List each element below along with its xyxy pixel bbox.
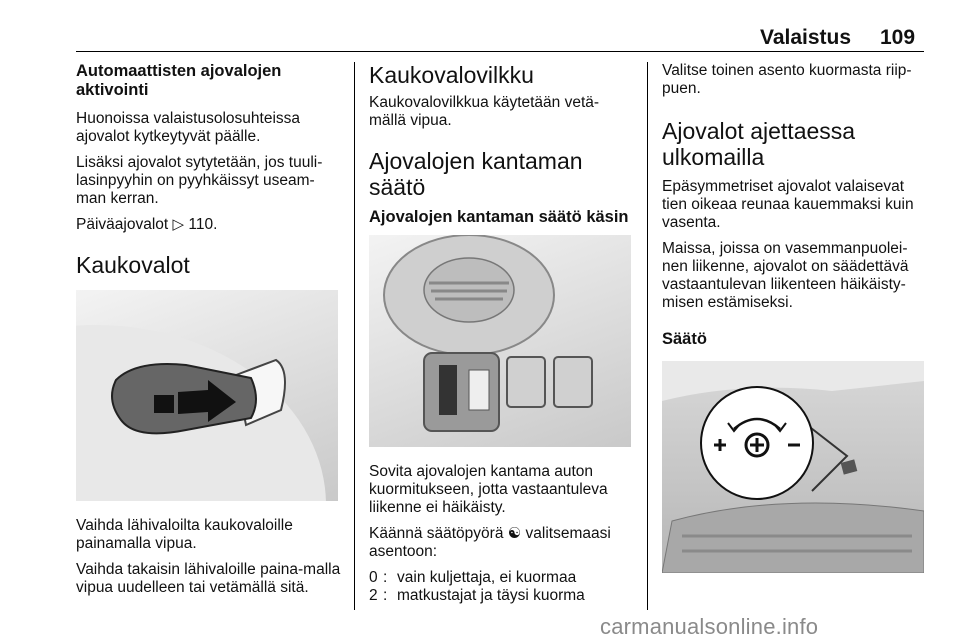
list-text: vain kuljettaja, ei kuormaa [397,569,577,586]
list-text: matkustajat ja täysi kuorma [397,587,585,604]
range-instruction-a: Käännä säätöpyörä [369,525,504,542]
paragraph-high-beam-2: Vaihda takaisin lähivaloille paina-malla vipua uudelleen tai vetämällä sitä. [76,561,341,596]
list-item: 0 : vain kuljettaja, ei kuormaa [369,569,577,586]
lever-svg [76,290,338,501]
heading-manual-range: Ajovalojen kantaman säätö käsin [369,208,629,226]
daylight-ref-page: 110. [188,216,218,233]
paragraph-range-2 [369,525,633,561]
heading-abroad: Ajovalot ajettaessa ulkomailla [662,118,856,170]
header-rule [76,51,924,52]
paragraph-auto-2: Lisäksi ajovalot sytytetään, jos tuuli-lasinpyyhin on pyyhkäissyt useam-man kerran. [76,154,323,207]
headlamp-adjust-illustration [662,361,924,573]
list-key: 2 [369,587,378,604]
engine-bay-svg [662,361,924,573]
column-divider-1 [354,62,355,610]
paragraph-daylight-ref [76,216,342,234]
paragraph-range-1: Sovita ajovalojen kantama auton kuormitukseen, jotta vastaantuleva liikenne ei häikäisty. [369,463,608,516]
heading-range: Ajovalojen kantaman säätö [369,148,583,200]
paragraph-abroad-2: Maissa, joissa on vasemmanpuolei-nen liikenne, ajovalot on säädettävä vastaantulevan liikenteen häikäisty-misen estämiseksi. [662,240,909,311]
paragraph-flash: Kaukovalovilkkua käytetään vetä-mällä vipua. [369,94,600,129]
list-item: 2 : matkustajat ja täysi kuorma [369,587,585,604]
range-control-illustration [369,235,631,447]
range-instruction-b: valitsemaasi asentoon: [369,525,611,560]
arrow-tail [154,395,174,413]
heading-adjustment: Säätö [662,330,707,348]
paragraph-high-beam-1: Vaihda lähivaloilta kaukovaloille painamalla vipua. [76,517,293,552]
paragraph-auto-1: Huonoissa valaistusolosuhteissa ajovalot kytkeytyvät päälle. [76,110,301,145]
heading-auto-headlights: Automaattisten ajovalojen aktivointi [76,62,282,99]
triangle-ref-icon: ▷ [172,216,185,233]
thumbwheel-icon: ☯ [507,525,522,542]
heading-flash: Kaukovalovilkku [369,62,534,88]
page-number: 109 [880,26,916,49]
daylight-ref-text: Päiväajovalot [76,216,169,233]
paragraph-abroad-1: Epäsymmetriset ajovalot valaisevat tien oikeaa reunaa kauemmaksi kuin vasenta. [662,178,914,231]
paragraph-choose: Valitse toinen asento kuormasta riip-puen. [662,62,912,97]
high-beam-lever-illustration [76,290,338,501]
column-1 [76,62,342,605]
heading-high-beam: Kaukovalot [76,252,190,278]
dashboard-svg [369,235,631,447]
header-title: Valaistus [760,26,852,49]
list-key: 0 [369,569,378,586]
watermark: carmanualsonline.info [600,614,819,639]
column-3 [662,62,926,573]
column-divider-2 [647,62,648,610]
column-2 [369,62,633,605]
